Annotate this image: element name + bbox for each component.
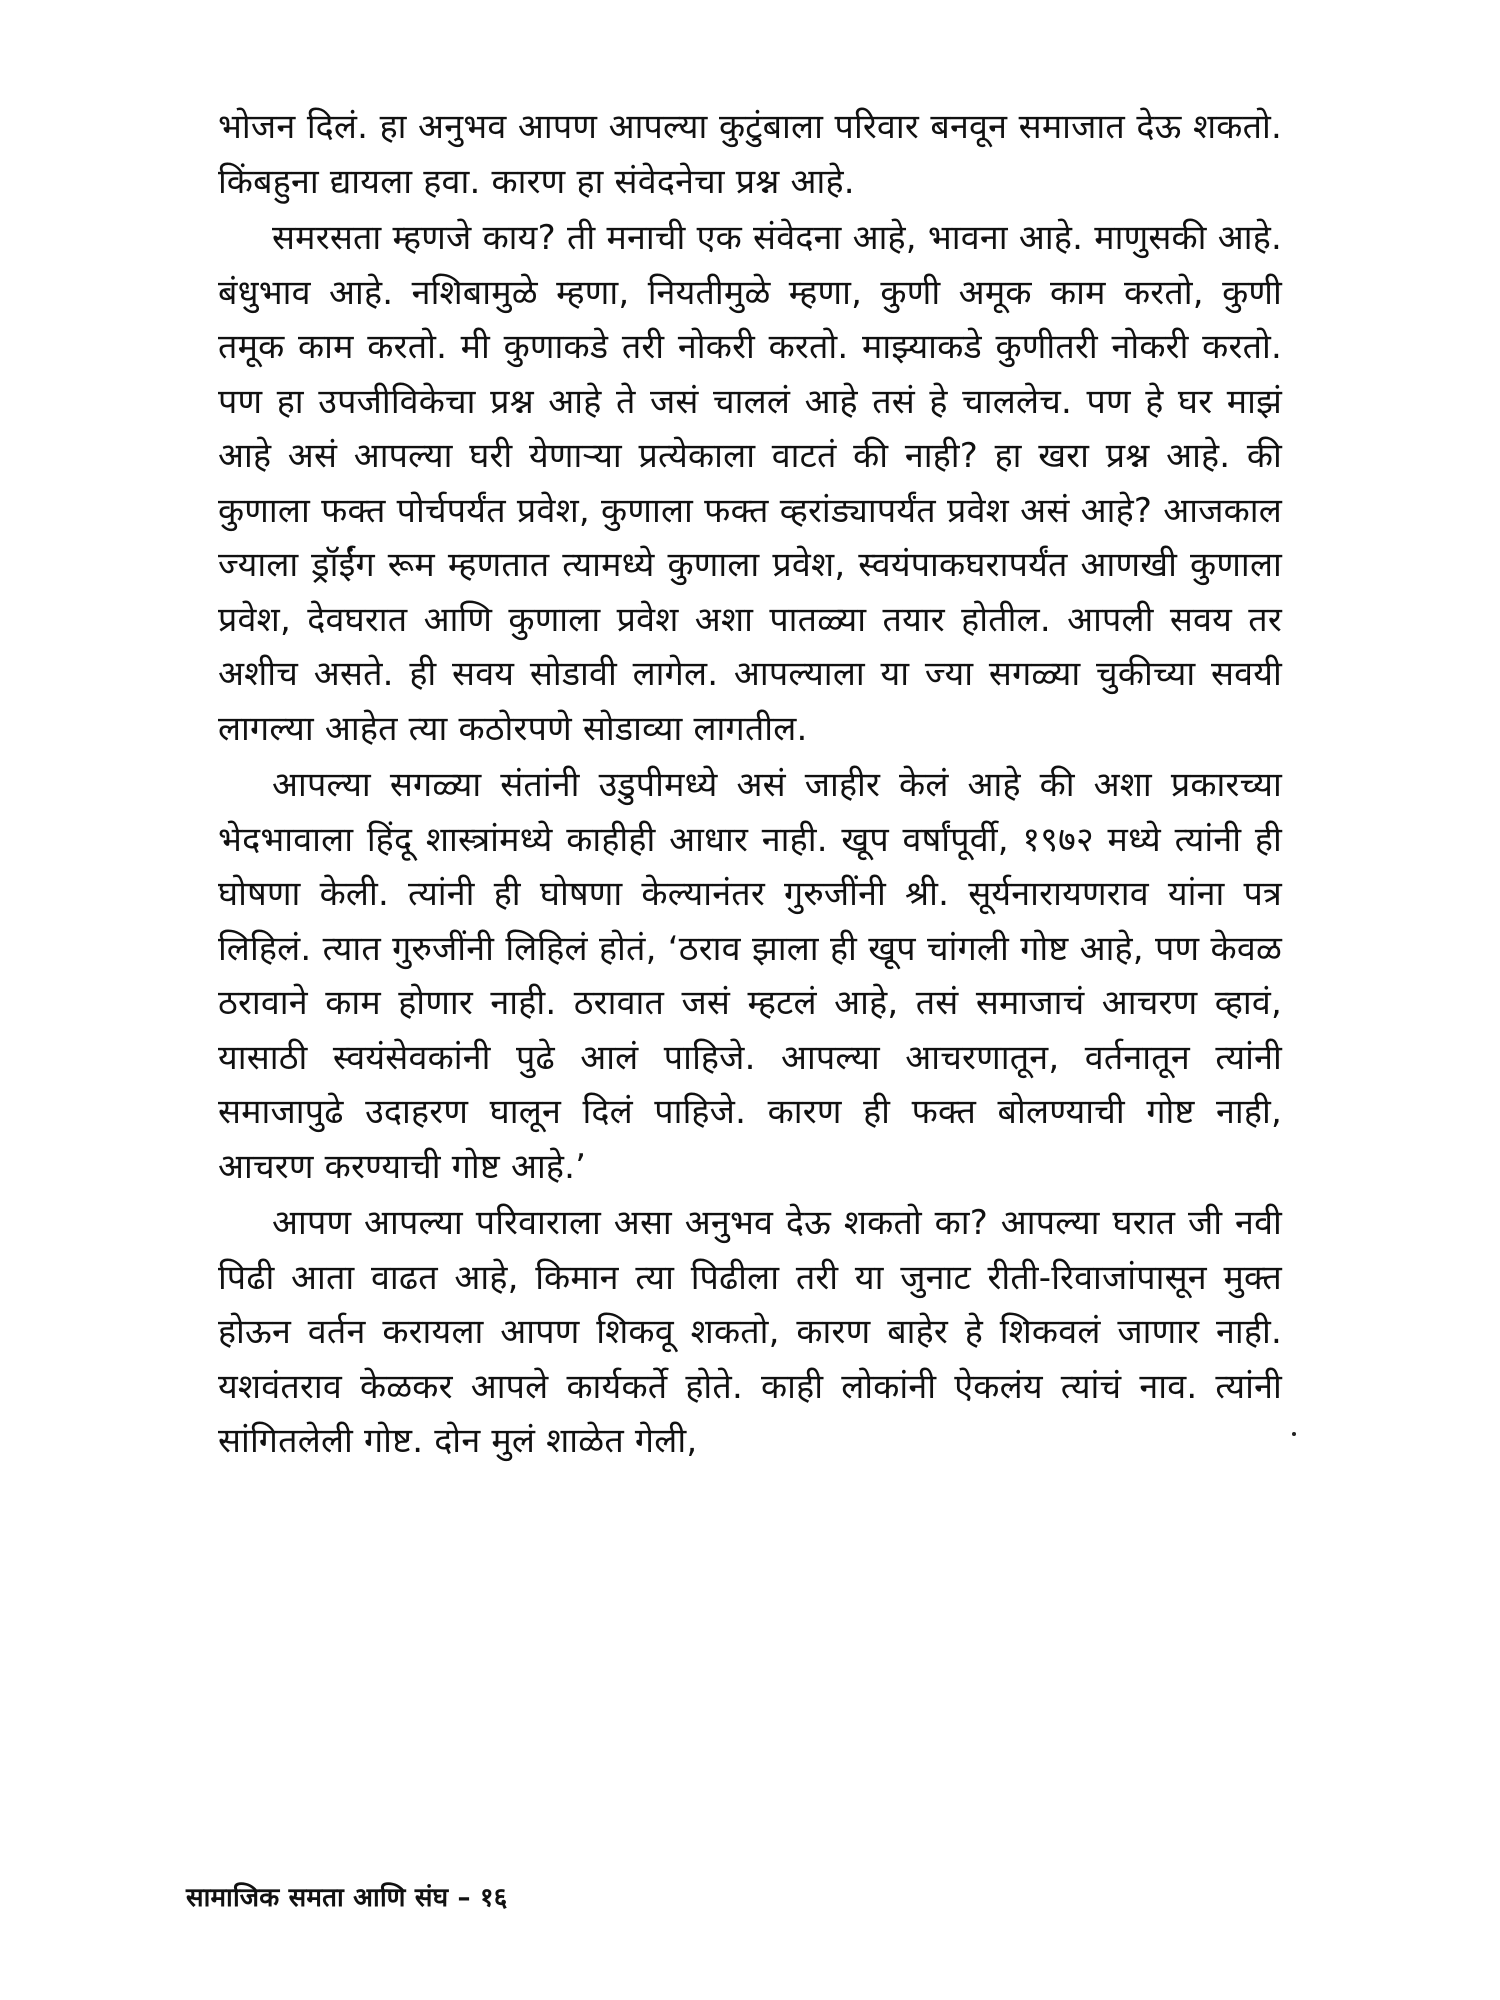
paragraph-2: समरसता म्हणजे काय? ती मनाची एक संवेदना आहे, भावना आहे. माणुसकी आहे. बंधुभाव आहे. नशिबामुळे म्हणा, नियतीमुळे म्हणा, कुणी अमूक काम करतो, कुणी तमूक काम करतो. मी कुणाकडे तरी नोकरी करतो. माझ्याकडे कुणीतरी नोकरी करतो. पण हा उपजीविकेचा प्रश्न आहे ते जसं चाललं आहे तसं हे चाललेच. पण हे घर माझं आहे असं आपल्या घरी येणाऱ्या प्रत्येकाला वाटतं की नाही? हा खरा प्रश्न आहे. की कुणाला फक्त पोर्चपर्यंत प्रवेश, कुणाला फक्त व्हरांड्यापर्यंत प्रवेश असं आहे? आजकाल ज्याला ड्रॉईंग रूम म्हणतात त्यामध्ये कुणाला प्रवेश, स्वयंपाकघरापर्यंत आणखी कुणाला प्रवेश, देवघरात आणि कुणाला प्रवेश अशा पातळ्या तयार होतील. आपली सवय तर अशीच असते. ही सवय सोडावी लागेल. आपल्याला या ज्या सगळ्या चुकीच्या सवयी लागल्या आहेत त्या कठोरपणे सोडाव्या लागतील. [218, 218, 1282, 749]
body-text [218, 100, 1282, 1469]
page-footer: सामाजिक समता आणि संघ – १६ [186, 1883, 508, 1913]
scan-speck [1292, 1432, 1296, 1436]
paragraph-4: आपण आपल्या परिवाराला असा अनुभव देऊ शकतो का? आपल्या घरात जी नवी पिढी आता वाढत आहे, किमान त्या पिढीला तरी या जुनाट रीती-रिवाजांपासून मुक्त होऊन वर्तन करायला आपण शिकवू शकतो, कारण बाहेर हे शिकवलं जाणार नाही. यशवंतराव केळकर आपले कार्यकर्ते होते. काही लोकांनी ऐकलंय त्यांचं नाव. त्यांनी सांगितलेली गोष्ट. दोन मुलं शाळेत गेली, [218, 1203, 1282, 1461]
paragraph-3: आपल्या सगळ्या संतांनी उडुपीमध्ये असं जाहीर केलं आहे की अशा प्रकारच्या भेदभावाला हिंदू शास्त्रांमध्ये काहीही आधार नाही. खूप वर्षांपूर्वी, १९७२ मध्ये त्यांनी ही घोषणा केली. त्यांनी ही घोषणा केल्यानंतर गुरुजींनी श्री. सूर्यनारायणराव यांना पत्र लिहिलं. त्यात गुरुजींनी लिहिलं होतं, ‘ठराव झाला ही खूप चांगली गोष्ट आहे, पण केवळ ठरावाने काम होणार नाही. ठरावात जसं म्हटलं आहे, तसं समाजाचं आचरण व्हावं, यासाठी स्वयंसेवकांनी पुढे आलं पाहिजे. आपल्या आचरणातून, वर्तनातून त्यांनी समाजापुढे उदाहरण घालून दिलं पाहिजे. कारण ही फक्त बोलण्याची गोष्ट नाही, आचरण करण्याची गोष्ट आहे.’ [218, 765, 1282, 1187]
paragraph-1: भोजन दिलं. हा अनुभव आपण आपल्या कुटुंबाला परिवार बनवून समाजात देऊ शकतो. किंबहुना द्यायला हवा. कारण हा संवेदनेचा प्रश्न आहे. [218, 107, 1282, 202]
